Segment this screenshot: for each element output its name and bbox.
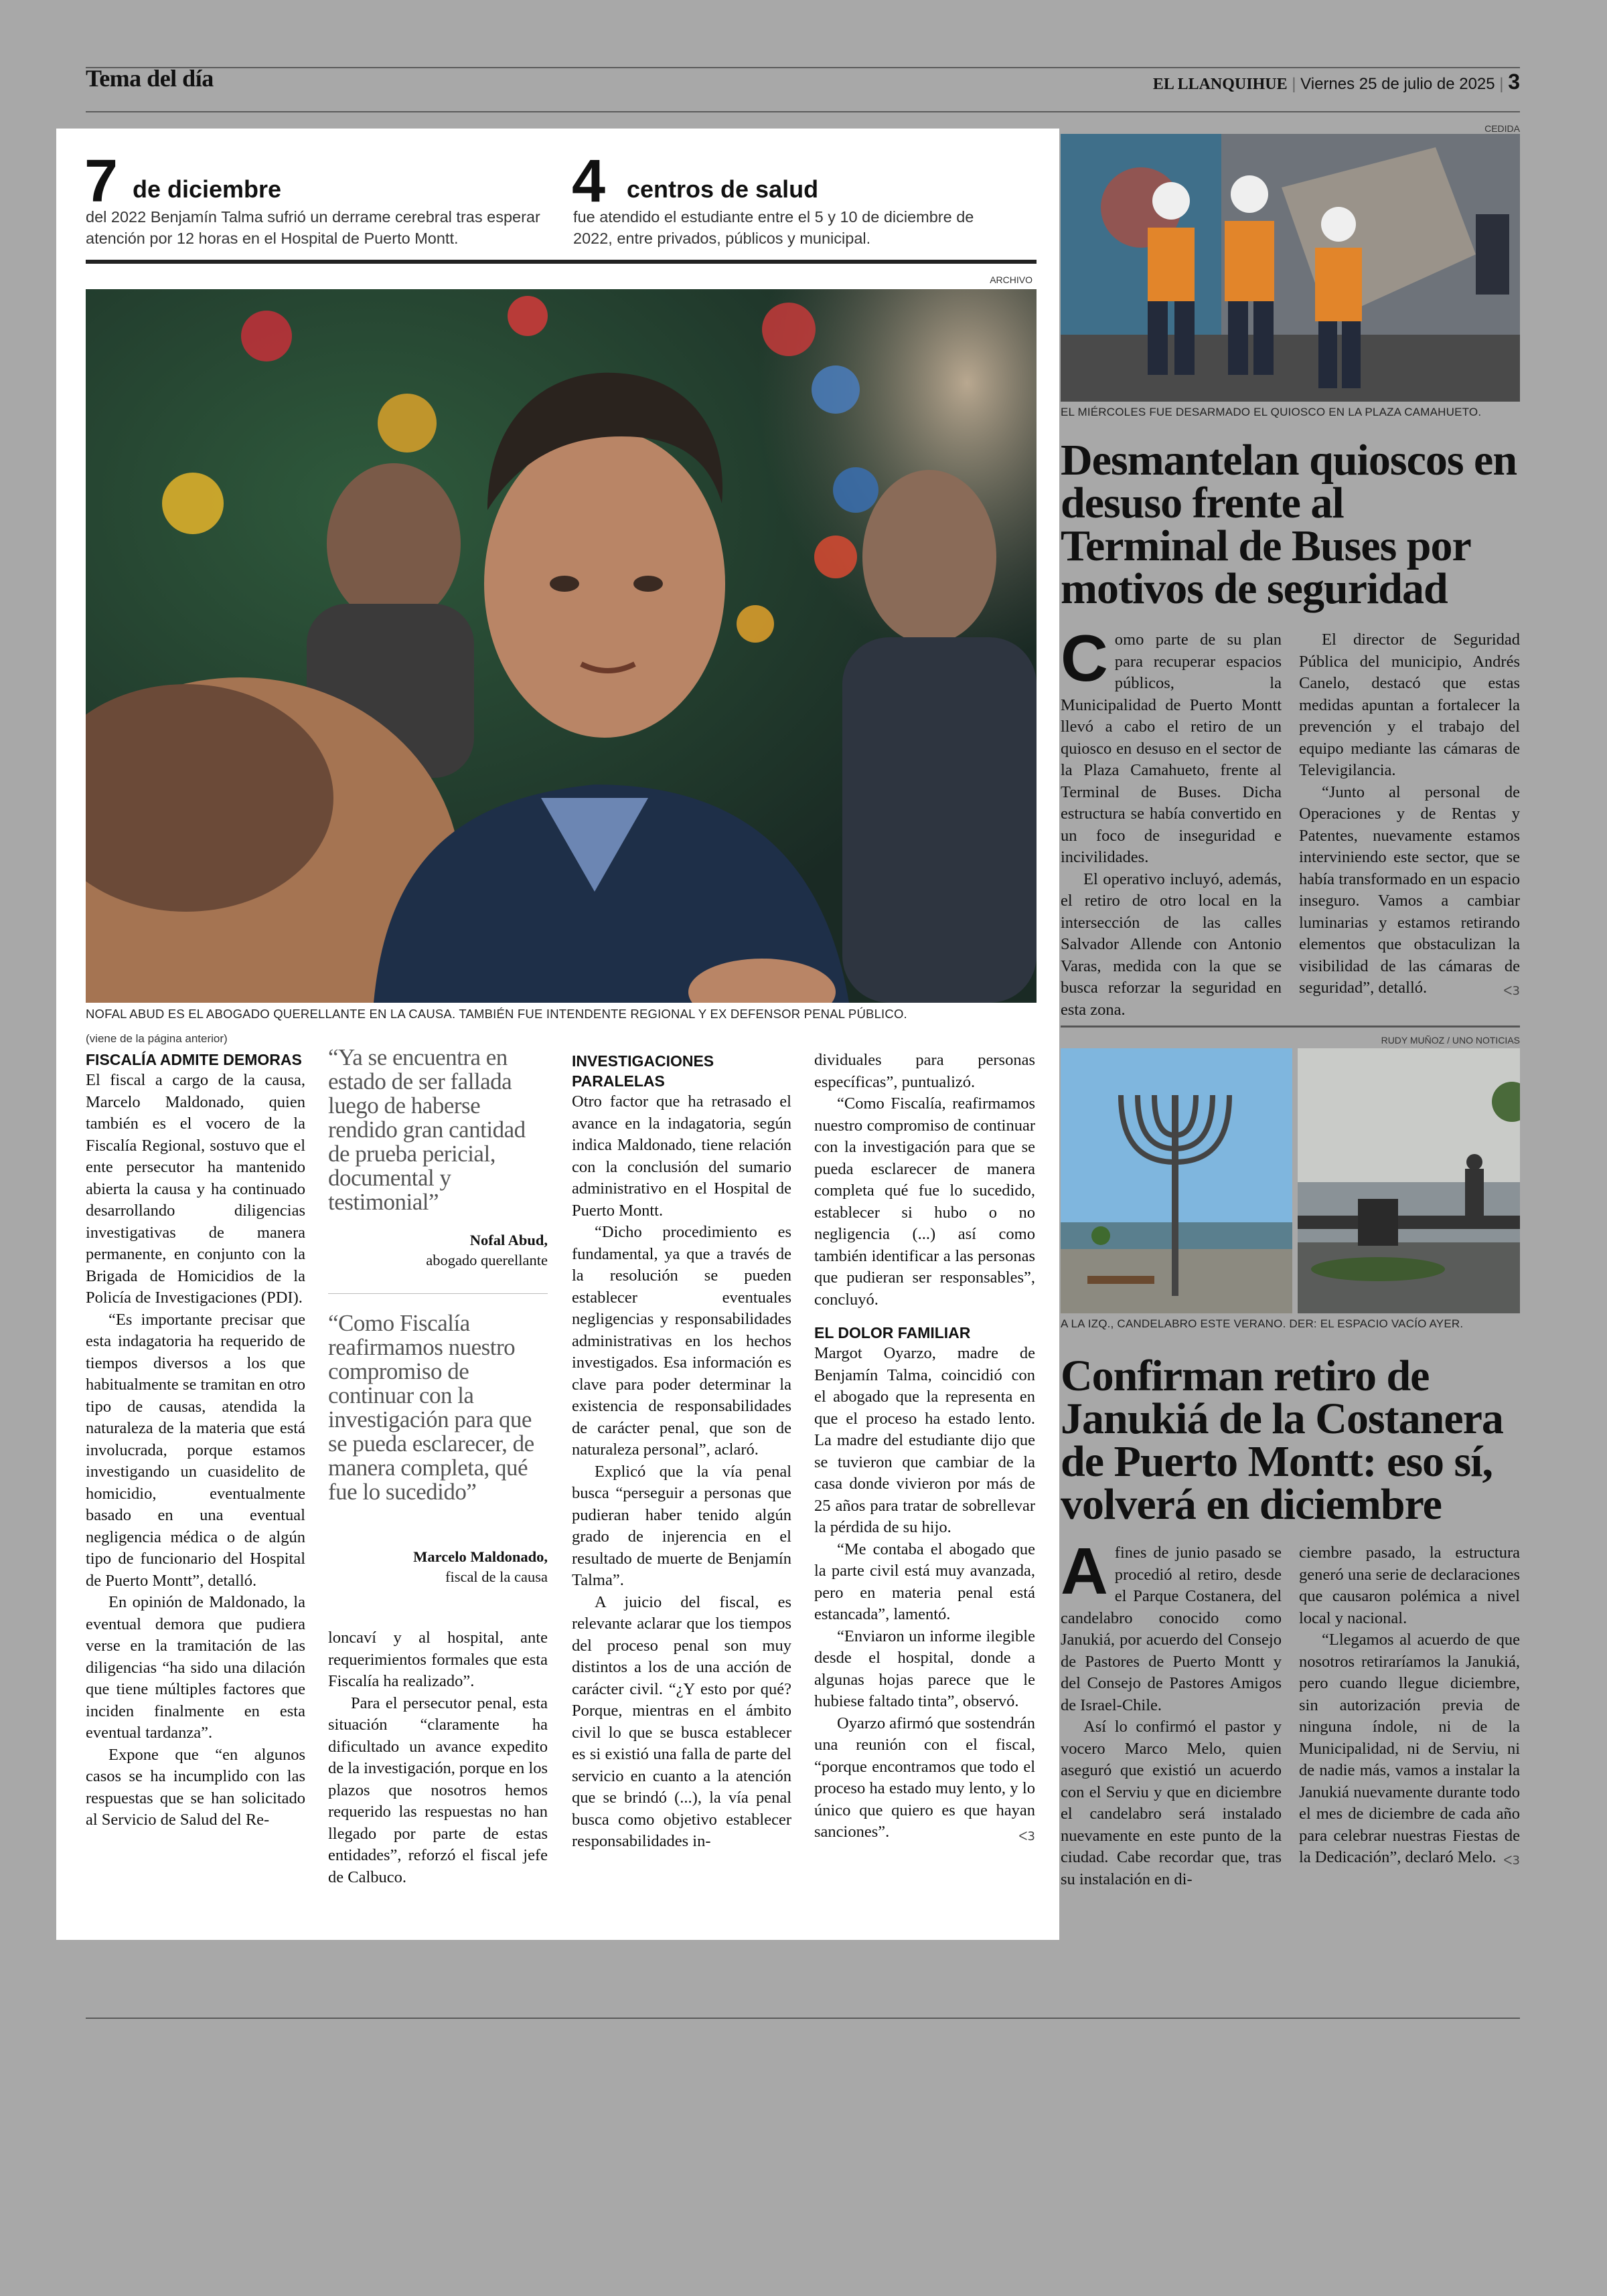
end-mark-icon: ᐸ3: [1503, 983, 1520, 998]
fact-divider: [86, 260, 1037, 264]
quote-1-role: abogado querellante: [426, 1252, 548, 1268]
main-photo: [86, 289, 1037, 1003]
side-story-2-col-2: [1299, 1542, 1520, 1908]
fact-text: del 2022 Benjamín Talma sufrió un derrame cerebral tras esperar atención por 12 horas en el Hospital de Puerto Montt.: [86, 208, 540, 247]
quote-divider: [328, 1293, 548, 1294]
paragraph: “Enviaron un informe ilegible desde el hospital, donde a algunas hojas parece que le hubiese faltado tinta”, observó.: [814, 1627, 1035, 1710]
quote-2-role: fiscal de la causa: [445, 1568, 548, 1585]
quote-1-name: Nofal Abud,: [469, 1232, 548, 1248]
main-article-col-4: [814, 1050, 1035, 1909]
header-bottom-rule: [86, 111, 1520, 112]
side-story-2-headline: Confirman retiro de Janukiá de la Costanera de Puerto Montt: eso sí, volverá en diciembre: [1061, 1351, 1503, 1529]
paragraph: fines de junio pasado se procedió al retiro, desde el Parque Costanera, del candelabro conocido como Janukiá, por acuerdo del Consejo de Pastores de Puerto Montt y del Consejo de Pastores Amigos de Israel-Chile.: [1061, 1544, 1282, 1714]
side-story-1-col-1: [1061, 629, 1282, 1017]
paragraph: “Como Fiscalía, reafirmamos nuestro compromiso de continuar con la investigación para que se pueda esclarecer de manera completa qué fue lo sucedido, establecer si hubo o no negligencia (...) así como también identificar a las personas que pudieran ser responsables”, concluyó.: [814, 1094, 1035, 1309]
header-info: EL LLANQUIHUE | Viernes 25 de julio de 2025 | 3: [1152, 70, 1520, 94]
pull-quote-1: “Ya se encuentra en estado de ser fallada luego de haberse rendido gran cantidad de prueba pericial, documental y testimonial”: [328, 1046, 526, 1215]
quote-1-author: [328, 1230, 548, 1270]
side-photo-1: [1061, 134, 1520, 402]
side-photo-2-right: [1298, 1048, 1520, 1313]
continued-note: (viene de la página anterior): [86, 1032, 228, 1045]
side-photo-1-caption: EL MIÉRCOLES FUE DESARMADO EL QUIOSCO EN LA PLAZA CAMAHUETO.: [1061, 406, 1482, 418]
main-article-col-2: [328, 1046, 548, 1909]
paragraph: Margot Oyarzo, madre de Benjamín Talma, coincidió con el abogado que la representa en que el proceso ha estado lento. La madre del estudiante dijo que se tuvieron que cambiar de la casa donde vivieron por más de 25 años para tratar de sobrellevar la pérdida de su hijo.: [814, 1344, 1035, 1536]
paragraph: “Junto al personal de Operaciones y de Rentas y Patentes, nuevamente estamos interviniendo este sector, que se había transformado en un espacio inseguro. Vamos a cambiar luminarias y estamos retirando elementos que obstaculizan la visibilidad de las cámaras de seguridad”, detalló.: [1299, 783, 1520, 997]
paragraph: “Dicho procedimiento es fundamental, ya que a través de la resolución se pueden establecer eventuales negligencias y responsabilidades administrativas en los hechos investigados. Esa información es clave para poder determinar la existencia de responsabilidades de carácter penal, que son de naturaleza personal”, aclaró.: [572, 1223, 791, 1459]
quote-2-name: Marcelo Maldonado,: [413, 1548, 548, 1565]
side-story-2-col-1: [1061, 1542, 1282, 1908]
dropcap: C: [1061, 629, 1108, 695]
side-story-1-col-2: [1299, 629, 1520, 1017]
paragraph: El director de Seguridad Pública del municipio, Andrés Canelo, destacó que estas medidas apuntan a fortalecer la prevención y el trabajo del equipo mediante las cámaras de Televigilancia.: [1299, 631, 1520, 779]
workers-kiosk-illustration: [1061, 134, 1520, 402]
paragraph: El operativo incluyó, además, el retiro de otro local en la intersección de las calles Salvador Allende con Antonio Varas, medida con la que se busca reforzar la seguridad en esta zona.: [1061, 870, 1282, 1017]
subhead-investigaciones: INVESTIGACIONES PARALELAS: [572, 1052, 714, 1090]
side-story-divider: [1061, 1026, 1520, 1028]
end-mark-icon: ᐸ3: [1503, 1853, 1520, 1868]
quote-2-author: [328, 1547, 548, 1587]
fact-number: 7: [84, 148, 119, 215]
paragraph: loncaví y al hospital, ante requerimientos formales que esta Fiscalía ha realizado”.: [328, 1629, 548, 1690]
paragraph: “Es importante precisar que esta indagatoria ha requerido de tiempos diversos a los que habitualmente se tramitan en otro tipo de causas, atendida la naturaleza de la materia que está involucrada, porque estamos investigando un cuasidelito de homicidio, eventualmente basado en una eventual negligencia médica o de algún tipo de funcionario del Hospital de Puerto Montt”, detalló.: [86, 1310, 305, 1590]
dropcap: A: [1061, 1542, 1108, 1608]
col-2-body: [328, 1627, 548, 1888]
section-label: Tema del día: [86, 65, 214, 92]
paragraph: “Me contaba el abogado que la parte civil está muy avanzada, pero en materia penal está estancada”, lamentó.: [814, 1540, 1035, 1623]
pull-quote-2: “Como Fiscalía reafirmamos nuestro compromiso de continuar con la investigación para que se pueda esclarecer, de manera completa, qué fue lo sucedido”: [328, 1310, 534, 1505]
side-photo-2-caption: A LA IZQ., CANDELABRO ESTE VERANO. DER: EL ESPACIO VACÍO AYER.: [1061, 1317, 1464, 1330]
paragraph: dividuales para personas específicas”, puntualizó.: [814, 1051, 1035, 1091]
subhead-fiscalia: FISCALÍA ADMITE DEMORAS: [86, 1051, 302, 1068]
paragraph: omo parte de su plan para recuperar espacios públicos, la Municipalidad de Puerto Montt llevó a cabo el retiro de un quiosco en desuso en el sector de la Plaza Camahueto, frente al Terminal de Buses. Dicha estructura se había convertido en un foco de inseguridad e incivilidades.: [1061, 631, 1282, 866]
paragraph: Expone que “en algunos casos se ha incumplido con las respuestas que se han solicitado al Servicio de Salud del Re-: [86, 1745, 305, 1829]
page-number: 3: [1508, 70, 1520, 94]
paragraph: Explicó que la vía penal busca “perseguir a personas que pudieran haber tenido algún grado de injerencia en el resultado de muerte de Benjamín Talma”.: [572, 1462, 791, 1589]
paragraph: El fiscal a cargo de la causa, Marcelo Maldonado, quien también es el vocero de la Fiscalía Regional, sostuvo que el ente persecutor ha mantenido abierta la causa y ha continuado desarrollando diligencias investigativas de manera permanente, en conjunto con la Brigada de Homicidios de la Policía de Investigaciones (PDI).: [86, 1071, 305, 1307]
fact-number: 4: [572, 148, 606, 215]
end-mark-icon: ᐸ3: [1018, 1829, 1035, 1843]
photo-credit: ARCHIVO: [990, 274, 1032, 285]
paragraph: Así lo confirmó el pastor y vocero Marco Melo, quien aseguró que existió un acuerdo con el Serviu y que en diciembre el candelabro será instalado nuevamente en este punto de la ciudad. Cabe recordar que, tras su instalación en di-: [1061, 1718, 1282, 1888]
empty-space-illustration: [1298, 1048, 1520, 1313]
fact-text: fue atendido el estudiante entre el 5 y 10 de diciembre de 2022, entre privados, públicos y municipal.: [573, 208, 974, 247]
fact-label: de diciembre: [133, 175, 282, 203]
side-photo-1-credit: CEDIDA: [1484, 123, 1520, 134]
main-article-col-3: [572, 1051, 791, 1908]
side-photo-2-credit: RUDY MUÑOZ / UNO NOTICIAS: [1381, 1035, 1520, 1046]
menorah-illustration: [1061, 1048, 1292, 1313]
issue-date: Viernes 25 de julio de 2025: [1300, 75, 1495, 93]
paragraph: ciembre pasado, la estructura generó una serie de declaraciones que causaron polémica a nivel local y nacional.: [1299, 1544, 1520, 1627]
paragraph: Otro factor que ha retrasado el avance en la indagatoria, según indica Maldonado, tiene relación con la conclusión del sumario administrativo en el Hospital de Puerto Montt.: [572, 1092, 791, 1220]
fact-label: centros de salud: [627, 175, 819, 203]
subhead-dolor-familiar: EL DOLOR FAMILIAR: [814, 1324, 971, 1341]
side-story-1-headline: Desmantelan quioscos en desuso frente al Terminal de Buses por motivos de seguridad: [1061, 436, 1517, 613]
publication-name: EL LLANQUIHUE: [1152, 76, 1288, 93]
footer-rule: [86, 2018, 1520, 2019]
main-article-col-1: [86, 1050, 305, 1908]
paragraph: Oyarzo afirmó que sostendrán una reunión con el fiscal, “porque encontramos que todo el proceso ha estado muy lento, y lo único que quiero es que hayan sanciones”.: [814, 1714, 1035, 1841]
paragraph: Para el persecutor penal, esta situación “claramente ha dificultado un avance expedito de la investigación, porque en los plazos que nosotros hemos requerido las respuestas no han llegado por parte de estas entidades”, reforzó el fiscal jefe de Calbuco.: [328, 1694, 548, 1886]
paragraph: “Llegamos al acuerdo de que nosotros retiraríamos la Janukiá, pero cuando llegue diciembre, sin autorización previa de ninguna índole, ni de la Municipalidad, ni de Serviu, ni de nadie más, vamos a instalar la Janukiá nuevamente durante todo el mes de diciembre de cada año para celebrar nuestras Fiestas de la Dedicación”, declaró Melo.: [1299, 1631, 1520, 1866]
main-photo-caption: NOFAL ABUD ES EL ABOGADO QUERELLANTE EN LA CAUSA. TAMBIÉN FUE INTENDENTE REGIONAL Y EX DEFENSOR PENAL PÚBLICO.: [86, 1007, 907, 1021]
portrait-illustration: [86, 289, 1037, 1003]
paragraph: A juicio del fiscal, es relevante aclarar que los tiempos del proceso penal son muy distintos a los de una acción de carácter civil. “¿Y esto por qué? Porque, mientras en el ámbito civil lo que se busca establecer es si existió una falla de parte del servicio en cuanto a la atención que se brindó (...), la vía penal busca como objetivo establecer responsabilidades in-: [572, 1592, 791, 1850]
side-photo-2-left: [1061, 1048, 1292, 1313]
paragraph: En opinión de Maldonado, la eventual demora que pudiera verse en la tramitación de las diligencias “ha sido una dilación que tiene múltiples factores que inciden finalmente en esta eventual tardanza”.: [86, 1593, 305, 1742]
header-top-rule: [86, 67, 1520, 68]
